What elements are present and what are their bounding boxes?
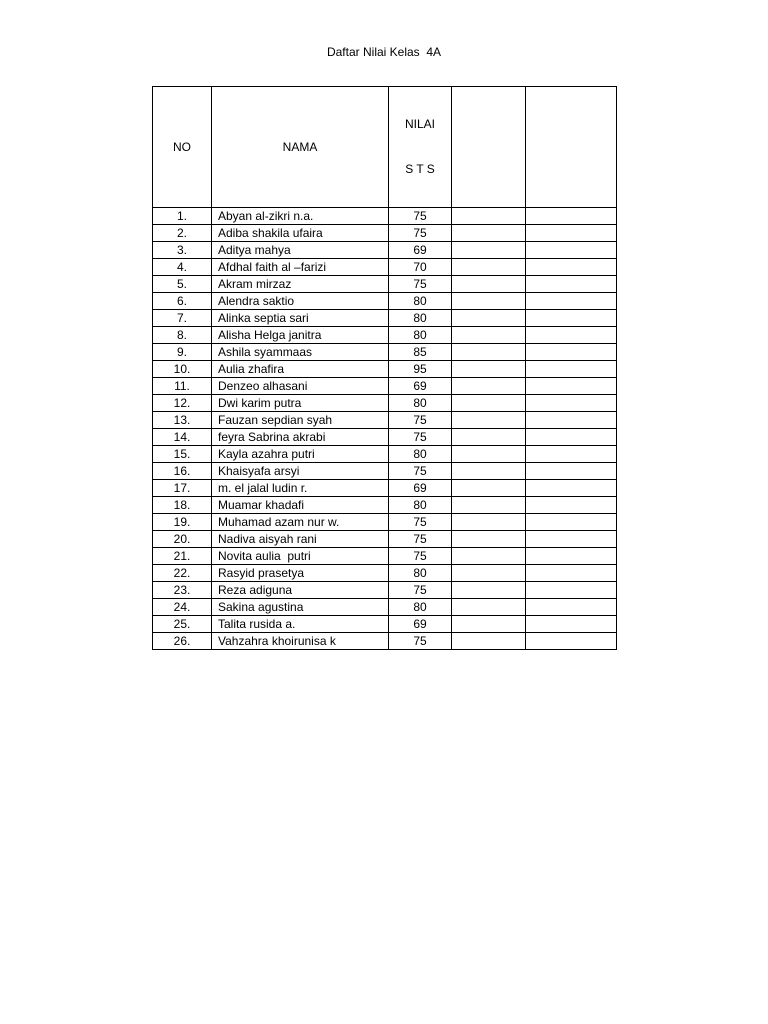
empty-cell-1: [452, 565, 526, 582]
table-row: [153, 599, 617, 616]
student-name: Muhamad azam nur w.: [212, 514, 389, 531]
sts-score: 85: [389, 344, 452, 361]
table-row: [153, 259, 617, 276]
sts-score: 75: [389, 582, 452, 599]
empty-cell-2: [526, 565, 617, 582]
sts-score: 95: [389, 361, 452, 378]
sts-score: 80: [389, 310, 452, 327]
student-name: Reza adiguna: [212, 582, 389, 599]
table-row: [153, 565, 617, 582]
row-number: 13.: [153, 412, 212, 429]
table-row: [153, 582, 617, 599]
table-row: [153, 548, 617, 565]
table-row: [153, 361, 617, 378]
row-number: 19.: [153, 514, 212, 531]
empty-cell-1: [452, 446, 526, 463]
student-name: Aditya mahya: [212, 242, 389, 259]
table-row: [153, 514, 617, 531]
empty-cell-2: [526, 412, 617, 429]
sts-score: 75: [389, 429, 452, 446]
table-row: [153, 412, 617, 429]
student-name: Fauzan sepdian syah: [212, 412, 389, 429]
table-row: [153, 531, 617, 548]
row-number: 26.: [153, 633, 212, 650]
row-number: 4.: [153, 259, 212, 276]
sts-score: 69: [389, 242, 452, 259]
row-number: 18.: [153, 497, 212, 514]
empty-cell-1: [452, 208, 526, 225]
row-number: 16.: [153, 463, 212, 480]
empty-cell-1: [452, 463, 526, 480]
empty-cell-2: [526, 514, 617, 531]
empty-cell-1: [452, 548, 526, 565]
table-header: [153, 87, 617, 208]
student-name: Rasyid prasetya: [212, 565, 389, 582]
row-number: 5.: [153, 276, 212, 293]
empty-cell-1: [452, 531, 526, 548]
empty-cell-1: [452, 514, 526, 531]
empty-cell-2: [526, 293, 617, 310]
empty-cell-2: [526, 395, 617, 412]
sts-score: 75: [389, 412, 452, 429]
header-extra-1: [452, 87, 526, 208]
empty-cell-2: [526, 276, 617, 293]
empty-cell-2: [526, 548, 617, 565]
student-name: m. el jalal ludin r.: [212, 480, 389, 497]
empty-cell-2: [526, 599, 617, 616]
empty-cell-1: [452, 361, 526, 378]
header-name: NAMA: [212, 87, 389, 208]
student-name: Aulia zhafira: [212, 361, 389, 378]
student-name: Abyan al-zikri n.a.: [212, 208, 389, 225]
table-row: [153, 242, 617, 259]
empty-cell-1: [452, 599, 526, 616]
empty-cell-2: [526, 446, 617, 463]
empty-cell-1: [452, 378, 526, 395]
empty-cell-2: [526, 633, 617, 650]
empty-cell-1: [452, 327, 526, 344]
student-name: Kayla azahra putri: [212, 446, 389, 463]
row-number: 25.: [153, 616, 212, 633]
sts-score: 75: [389, 514, 452, 531]
row-number: 8.: [153, 327, 212, 344]
row-number: 23.: [153, 582, 212, 599]
empty-cell-2: [526, 531, 617, 548]
empty-cell-2: [526, 327, 617, 344]
empty-cell-1: [452, 633, 526, 650]
sts-score: 75: [389, 276, 452, 293]
student-name: Denzeo alhasani: [212, 378, 389, 395]
sts-score: 75: [389, 225, 452, 242]
empty-cell-1: [452, 480, 526, 497]
grades-table: [152, 86, 617, 650]
table-row: [153, 293, 617, 310]
empty-cell-1: [452, 276, 526, 293]
row-number: 24.: [153, 599, 212, 616]
empty-cell-2: [526, 378, 617, 395]
empty-cell-2: [526, 208, 617, 225]
student-name: Ashila syammaas: [212, 344, 389, 361]
header-row: [153, 87, 617, 208]
student-name: Akram mirzaz: [212, 276, 389, 293]
student-name: Novita aulia putri: [212, 548, 389, 565]
empty-cell-1: [452, 395, 526, 412]
sts-score: 75: [389, 531, 452, 548]
row-number: 10.: [153, 361, 212, 378]
empty-cell-1: [452, 582, 526, 599]
row-number: 11.: [153, 378, 212, 395]
table-row: [153, 497, 617, 514]
row-number: 12.: [153, 395, 212, 412]
row-number: 7.: [153, 310, 212, 327]
sts-score: 69: [389, 616, 452, 633]
student-name: Vahzahra khoirunisa k: [212, 633, 389, 650]
sts-score: 80: [389, 395, 452, 412]
header-extra-2: [526, 87, 617, 208]
sts-score: 70: [389, 259, 452, 276]
sts-score: 80: [389, 497, 452, 514]
table-row: [153, 633, 617, 650]
sts-score: 69: [389, 480, 452, 497]
table-row: [153, 429, 617, 446]
table-row: [153, 480, 617, 497]
row-number: 9.: [153, 344, 212, 361]
empty-cell-1: [452, 310, 526, 327]
sts-score: 69: [389, 378, 452, 395]
empty-cell-2: [526, 259, 617, 276]
empty-cell-2: [526, 463, 617, 480]
empty-cell-2: [526, 429, 617, 446]
empty-cell-2: [526, 616, 617, 633]
header-no: NO: [153, 87, 212, 208]
empty-cell-2: [526, 344, 617, 361]
table-row: [153, 378, 617, 395]
sts-score: 75: [389, 633, 452, 650]
student-name: Sakina agustina: [212, 599, 389, 616]
empty-cell-1: [452, 616, 526, 633]
empty-cell-2: [526, 480, 617, 497]
empty-cell-1: [452, 497, 526, 514]
student-name: Adiba shakila ufaira: [212, 225, 389, 242]
student-name: feyra Sabrina akrabi: [212, 429, 389, 446]
table-row: [153, 463, 617, 480]
student-name: Dwi karim putra: [212, 395, 389, 412]
table-row: [153, 395, 617, 412]
empty-cell-2: [526, 242, 617, 259]
table-body: [153, 208, 617, 650]
row-number: 3.: [153, 242, 212, 259]
empty-cell-1: [452, 429, 526, 446]
empty-cell-1: [452, 259, 526, 276]
student-name: Khaisyafa arsyi: [212, 463, 389, 480]
empty-cell-2: [526, 361, 617, 378]
row-number: 1.: [153, 208, 212, 225]
student-name: Alendra saktio: [212, 293, 389, 310]
student-name: Muamar khadafi: [212, 497, 389, 514]
sts-score: 80: [389, 327, 452, 344]
student-name: Afdhal faith al –farizi: [212, 259, 389, 276]
empty-cell-2: [526, 310, 617, 327]
row-number: 20.: [153, 531, 212, 548]
empty-cell-2: [526, 225, 617, 242]
sts-score: 80: [389, 293, 452, 310]
student-name: Talita rusida a.: [212, 616, 389, 633]
empty-cell-2: [526, 497, 617, 514]
table-row: [153, 310, 617, 327]
sts-score: 80: [389, 446, 452, 463]
empty-cell-1: [452, 412, 526, 429]
sts-score: 75: [389, 208, 452, 225]
table-row: [153, 276, 617, 293]
sts-score: 75: [389, 548, 452, 565]
header-score-line2: S T S: [405, 162, 435, 176]
table-row: [153, 208, 617, 225]
table-row: [153, 225, 617, 242]
header-score: [389, 87, 452, 208]
empty-cell-2: [526, 582, 617, 599]
table-row: [153, 616, 617, 633]
empty-cell-1: [452, 225, 526, 242]
document-title: Daftar Nilai Kelas 4A: [326, 45, 442, 59]
sts-score: 80: [389, 565, 452, 582]
row-number: 6.: [153, 293, 212, 310]
student-name: Alisha Helga janitra: [212, 327, 389, 344]
sts-score: 80: [389, 599, 452, 616]
header-score-line1: NILAI: [404, 117, 435, 131]
table-row: [153, 446, 617, 463]
row-number: 21.: [153, 548, 212, 565]
row-number: 17.: [153, 480, 212, 497]
table-row: [153, 344, 617, 361]
empty-cell-1: [452, 293, 526, 310]
empty-cell-1: [452, 344, 526, 361]
row-number: 15.: [153, 446, 212, 463]
row-number: 22.: [153, 565, 212, 582]
row-number: 2.: [153, 225, 212, 242]
sts-score: 75: [389, 463, 452, 480]
row-number: 14.: [153, 429, 212, 446]
empty-cell-1: [452, 242, 526, 259]
student-name: Nadiva aisyah rani: [212, 531, 389, 548]
table-row: [153, 327, 617, 344]
student-name: Alinka septia sari: [212, 310, 389, 327]
